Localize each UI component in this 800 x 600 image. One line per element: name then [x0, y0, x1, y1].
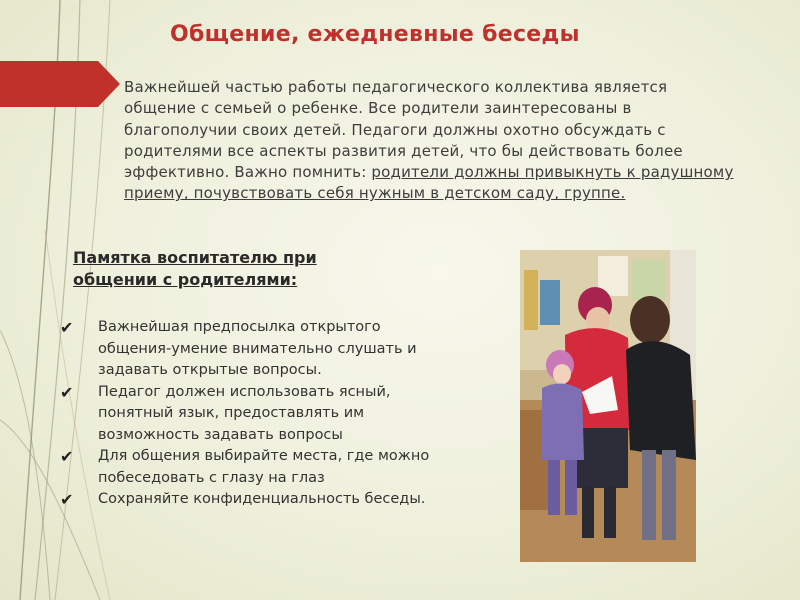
list-item	[58, 317, 438, 382]
memo-title: Памятка воспитателю при общении с родителями:	[73, 248, 317, 289]
arrow-banner	[0, 61, 120, 107]
memo-list	[58, 317, 438, 511]
checkmark-icon: ✔	[60, 318, 74, 337]
list-item	[58, 382, 438, 447]
list-item	[58, 489, 438, 511]
memo-item-text: Для общения выбирайте места, где можно побеседовать с глазу на глаз	[98, 448, 430, 486]
intro-paragraph	[124, 77, 734, 205]
checkmark-icon: ✔	[60, 490, 74, 509]
list-item	[58, 446, 438, 489]
intro-underlined-text: родители должны привыкнуть к радушному приему, почувствовать себя нужным в детском саду, группе.	[124, 163, 734, 203]
memo-item-text: Важнейшая предпосылка открытого общения-умение внимательно слушать и задавать открытые вопросы.	[98, 319, 417, 378]
photo-teacher-parent-child	[520, 250, 696, 562]
intro-text: Важнейшей частью работы педагогического коллектива является общение с семьей о ребенке. Все родители заинтересованы в благополучии своих детей. Педагоги должны охотно обсуждать с родителями все аспекты развития детей, что бы действовать более эффективно. Важно помнить:	[124, 78, 683, 182]
checkmark-icon: ✔	[60, 382, 74, 402]
memo-item-text: Педагог должен использовать ясный, понятный язык, предоставлять им возможность задавать вопросы	[98, 383, 391, 443]
slide-title: Общение, ежедневные беседы	[170, 22, 580, 47]
checkmark-icon: ✔	[60, 447, 74, 466]
memo-item-text: Сохраняйте конфиденциальность беседы.	[98, 491, 426, 507]
